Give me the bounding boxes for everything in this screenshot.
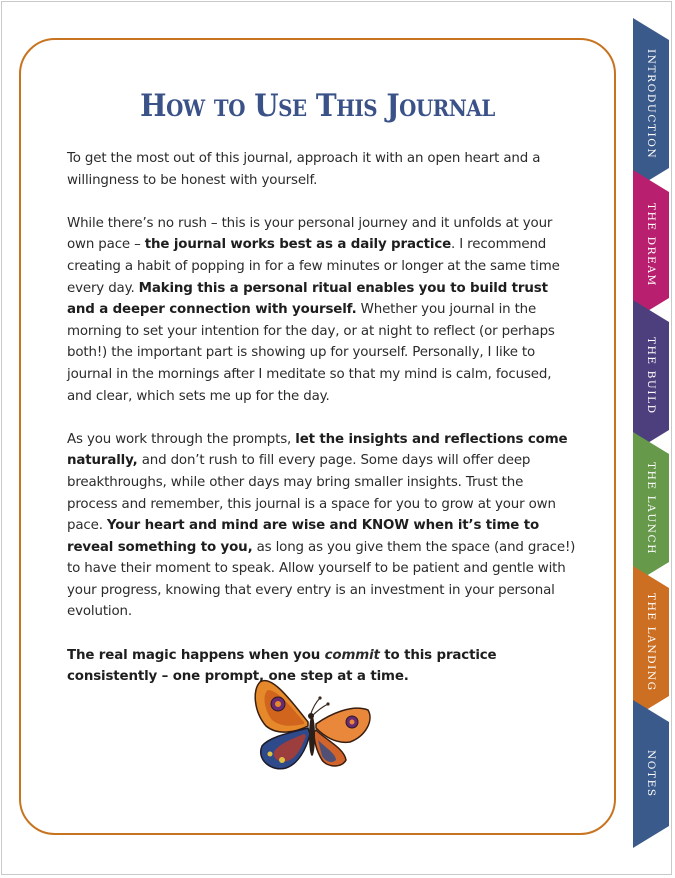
page-title: How to Use This Journal xyxy=(140,88,495,124)
text-run: and don’t rush to fill every page. Some days will offer deep breakthroughs, while other days may bring smaller insights. Trust the process and remember, this journal is a space for you to grow at your own pace. xyxy=(67,453,556,534)
tab-label xyxy=(633,566,669,718)
tab-introduction[interactable] xyxy=(633,18,669,190)
text-run: as long as you give them the space (and grace!) to have their moment to speak. Allow yourself to be patient and gentle with your progress, knowing that every entry is an investment in your personal evolution. xyxy=(67,539,576,620)
tab-label-text: THE DREAM xyxy=(645,203,657,287)
tab-label-text: INTRODUCTION xyxy=(645,48,657,160)
tab-the-launch[interactable] xyxy=(633,432,669,584)
text-run: to this practice consistently – one prompt, one step at a time. xyxy=(67,647,497,685)
text-run: Making this a personal ritual enables you to build trust and a deeper connection with yourself. xyxy=(67,280,548,318)
tab-label-text: THE LAUNCH xyxy=(645,461,657,555)
text-run: Your heart and mind are wise and KNOW when it’s time to reveal something to you, xyxy=(67,518,540,555)
text-run: the journal works best as a daily practice xyxy=(144,237,452,253)
tab-label-text: THE LANDING xyxy=(645,592,657,692)
tab-label xyxy=(633,432,669,584)
text-run: Whether you journal in the morning to set your intention for the day, or at night to reflect (or perhaps both!) the important part is showing up for yourself. Personally, I like to journal in the mornings after I meditate so that my mind is calm, focused, and clear, which sets me up for the day. xyxy=(67,302,555,404)
tab-label-text: NOTES xyxy=(645,750,657,798)
text-run: While there’s no rush – this is your personal journey and it unfolds at your own pace – xyxy=(67,215,553,253)
butterfly-icon xyxy=(248,664,378,784)
tab-label xyxy=(633,700,669,848)
tab-label xyxy=(633,170,669,320)
text-run: commit xyxy=(324,647,380,663)
body-paragraph xyxy=(67,213,577,407)
text-run: As you work through the prompts, xyxy=(67,431,296,447)
tab-notes[interactable] xyxy=(633,700,669,848)
text-run: let the insights and reflections come naturally, xyxy=(67,431,568,469)
body-paragraph xyxy=(67,429,577,623)
tab-the-build[interactable] xyxy=(633,300,669,452)
body-text xyxy=(67,148,577,709)
tab-label xyxy=(633,18,669,190)
text-run: The real magic happens when you xyxy=(67,647,325,663)
tab-the-dream[interactable] xyxy=(633,170,669,320)
body-paragraph xyxy=(67,148,577,191)
tab-label xyxy=(633,300,669,452)
tab-the-landing[interactable] xyxy=(633,566,669,718)
tab-label-text: THE BUILD xyxy=(645,337,657,415)
text-run: . I recommend creating a habit of popping in for a few minutes or longer at the same time every day. xyxy=(67,237,560,296)
text-run: To get the most out of this journal, approach it with an open heart and a willingness to be honest with yourself. xyxy=(67,151,541,188)
